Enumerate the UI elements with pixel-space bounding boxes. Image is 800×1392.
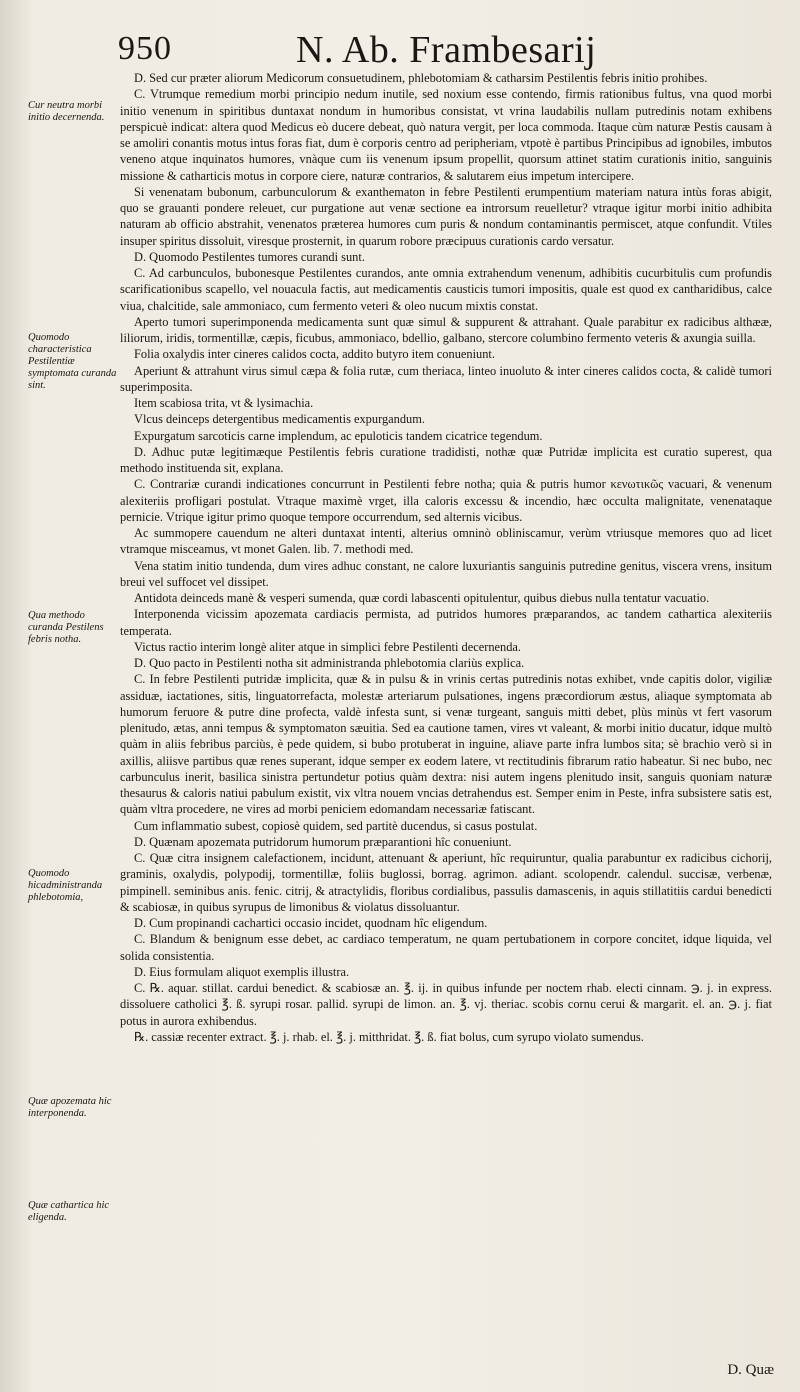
paragraph: C. Blandum & benignum esse debet, ac cardiaco temperatum, ne quam pertubationem in corpore concitet, idque liquida, vel solida consistentia. (120, 932, 772, 963)
margin-note: Quæ cathartica hic eligenda. (28, 1200, 110, 1223)
paragraph: D. Eius formulam aliquot exemplis illustra. (134, 964, 350, 979)
paragraph: Vlcus deinceps detergentibus medicamentis expurgandum. (134, 412, 425, 427)
paragraph: C. Contrariæ curandi indicationes concurrunt in Pestilenti febre notha; quia & putris humor κενωτικῶς vacuari, & venenum alexiteriis profligari postulat. Vtraque maximè vrget, illa caloris excessu & incendio, hæc occulta malignitate, venenataque pernicie. Vtrique igitur primo quoque tempore occurrendum, sed alternis vicibus. (120, 477, 772, 524)
paragraph: Antidota deinceds manè & vesperi sumenda, quæ cordi labascenti opitulentur, quibus diebus nulla tentatur vacuatio. (134, 591, 710, 605)
body-text (120, 70, 772, 1045)
paragraph: Cum inflammatio subest, copiosè quidem, sed partitè ducendus, si casus postulat. (134, 818, 538, 833)
catchword: D. Quæ (727, 1362, 774, 1378)
paragraph: Ac summopere cauendum ne alteri duntaxat intenti, alterius omninò obliniscamur, verùm vtriusque memores quo ad licet vtramque misceamus, vt monet Galen. lib. 7. methodi med. (120, 526, 772, 557)
margin-note: Quomodo hicadministranda phlebotomia, (28, 868, 103, 903)
paragraph: C. Quæ citra insignem calefactionem, incidunt, attenuant & aperiunt, hîc requiruntur, qualia parabuntur ex radicibus cichorij, graminis, oxalydis, polypodij, tormentillæ, foliis buglossi, borrag. agrimon. adiant. scolopendr. calendul. succisæ, verbenæ, pimpinell. seminibus anis. fenic. citrij, & atractylidis, floribus cordialibus, passulis damascenis, in aquis stillatitiis cardui benedicti & scabiosæ, in quibus syrupus de limonibus & violatus dissoluantur. (120, 851, 772, 914)
margin-note: Cur neutra morbi initio decernenda. (28, 100, 105, 123)
paragraph: C. In febre Pestilenti putridæ implicita, quæ & in pulsu & in vrinis certas putredinis notas exhibet, vnde capitis dolor, vigiliæ assiduæ, iactationes, sitis, linguatorrefacta, molestæ arteriarum pulsationes, ingens præcordiorum æstus, aliaque symptomata ab humorum feruore & putre dine profecta, valdè infesta sunt, si venæ turgeant, sanguis mitti debet, plùs minùs vt fert vasorum plenitudo, ætas, anni tempus & symptomaton sæuitia. Sed ea cautione tamen, vires vt valeant, & morbi initio ducatur, idque multò quàm in aliis febribus parciùs, è pede quidem, si bubo protuberat in inguine, aliave parte infra lumbos sita; sè brachio verò si in axillis, aliisve partibus quæ renes superant, idque semper ex eodem latere, vt rectitudinis fibrarum ratio habeatur. Si nec bubo, nec carbunculus inerit, basilica sinistra pertundetur potius quàm dextra: nisi autem ingens plenitudo insit, sanguis quoniam naturæ thesaurus & caloris natiui pabulum existit, vix vltra nouem vncias detrahendus est. Semper enim in Peste, infra subsistere satis est, quàm vltra procedere, ne vires ad morbi peniciem edomandam necessariæ fatiscant. (120, 672, 772, 817)
paragraph: Item scabiosa trita, vt & lysimachia. (134, 396, 314, 410)
paragraph: D. Quomodo Pestilentes tumores curandi sunt. (134, 249, 365, 264)
paragraph: C. Vtrumque remedium morbi principio nedum inutile, sed noxium esse contendo, firmis rationibus fultus, vna quod morbi initio venenum in spiritibus duntaxat nondum in humoribus consistat, vt vrina laudabilis nullam putredinis notam exhibens perspicuè indicat: altera quod Medicus eò ducere debeat, quò natura vergit, per loca commoda. Itaque cùm naturæ Pestis causam à se amoliri conantis motus intus foras fiat, dum è corporis centro ad peripheriam, vtpotè è partibus Principibus ad ignobiles, imbutos veneno atque inquinatos humores, vnàque cum iis venenum ipsum propellit, quorsum attinet statim curationis initio, sanguinis missione & catharticis motus in corpore ciere, naturæ contrarios, & salutarem eius impetum intercipere. (120, 87, 772, 183)
running-title: N. Ab. Frambesarij (296, 29, 597, 71)
paragraph: Expurgatum sarcoticis carne implendum, ac epuloticis tandem cicatrice tegendum. (134, 428, 543, 443)
paragraph: Interponenda vicissim apozemata cardiacis permista, ad putridos humores præparandos, ac tandem cathartica alexiteriis temperata. (120, 607, 772, 638)
paragraph: D. Adhuc putæ legitimæque Pestilentis febris curatione tradidisti, nothæ quæ Putridæ implicita est curatio superest, qua methodo instituenda sit, explana. (120, 444, 772, 475)
paragraph: Vena statim initio tundenda, dum vires adhuc constant, ne calore luxuriantis sanguinis putredine genitus, viscera vrens, insitum breui vel suffocet vel dissipet. (120, 558, 772, 589)
page-number: 950 (118, 30, 172, 67)
paragraph: Aperto tumori superimponenda medicamenta sunt quæ simul & suppurent & attrahant. Quale parabitur ex radicibus althææ, liliorum, iridis, tormentillæ, cæpis, ficubus, ammoniaco, bdellio, galbano, stercore columbino fermento veteris & axungia suilla. (120, 314, 772, 345)
paragraph: C. Ad carbunculos, bubonesque Pestilentes curandos, ante omnia extrahendum venenum, adhibitis cucurbitulis cum profundis scarificationibus scapello, vel nouacula factis, aut medicamentis causticis tumori impositis, quale est quod ex cantharidibus, calce viua, chalcitide, sale ammoniaco, cum fermento veteri & oleo nucum mixtis constat. (120, 266, 772, 313)
margin-note: Qua methodo curanda Pestilens febris notha. (28, 610, 104, 645)
paragraph: Si venenatam bubonum, carbunculorum & exanthematon in febre Pestilenti erumpentium materiam natura intùs foras abigit, quo se grauanti pondere releuet, cur purgatione aut venæ sectione ea introrsum reuelletur? vtraque igitur morbi initio adhibita naturam ab officio abstrahit, venenatos præterea humores cum puris & nondum contaminantis permiscet, atque confundit. Vtiles insuper spiritus dissoluit, viresque prosternit, in quarum robore præcipuus curationis cardo versatur. (120, 184, 772, 248)
paragraph: D. Quænam apozemata putridorum humorum præparantioni hîc conueniunt. (134, 834, 512, 849)
paragraph: D. Sed cur præter aliorum Medicorum consuetudinem, phlebotomiam & catharsim Pestilentis febris initio prohibes. (134, 71, 708, 85)
paragraph: D. Cum propinandi cachartici occasio incidet, quodnam hîc eligendum. (134, 916, 488, 930)
paragraph: Victus ractio interim longè aliter atque in simplici febre Pestilenti decernenda. (134, 639, 522, 654)
paragraph: C. ℞. aquar. stillat. cardui benedict. & scabiosæ an. ℥. ij. in quibus infunde per noctem rhab. electi cinnam. ℈. j. in express. dissoluere catholici ℥. ß. syrupi rosar. pallid. syrupi de limon. an. ℥. vj. theriac. scobis cornu cerui & margarit. el. an. ℈. j. fiat potus in aurora exhibendus. (120, 981, 772, 1028)
paragraph: ℞. cassiæ recenter extract. ℥. j. rhab. el. ℥. j. mitthridat. ℥. ß. fiat bolus, cum syrupo violato sumendus. (134, 1029, 644, 1044)
margin-note: Quæ apozemata hic interponenda. (28, 1096, 112, 1119)
margin-note: Quomodo characteristica Pestilentiæ symptomata curanda sint. (28, 332, 117, 391)
paragraph: Aperiunt & attrahunt virus simul cæpa & folia rutæ, cum theriaca, linteo inuoluto & inter cineres calidos cocta, & calidè tumori superimposita. (120, 363, 772, 394)
page-header (118, 28, 758, 72)
paragraph: Folia oxalydis inter cineres calidos cocta, addito butyro item conueniunt. (134, 347, 495, 362)
paragraph: D. Quo pacto in Pestilenti notha sit administranda phlebotomia clariùs explica. (134, 656, 525, 670)
